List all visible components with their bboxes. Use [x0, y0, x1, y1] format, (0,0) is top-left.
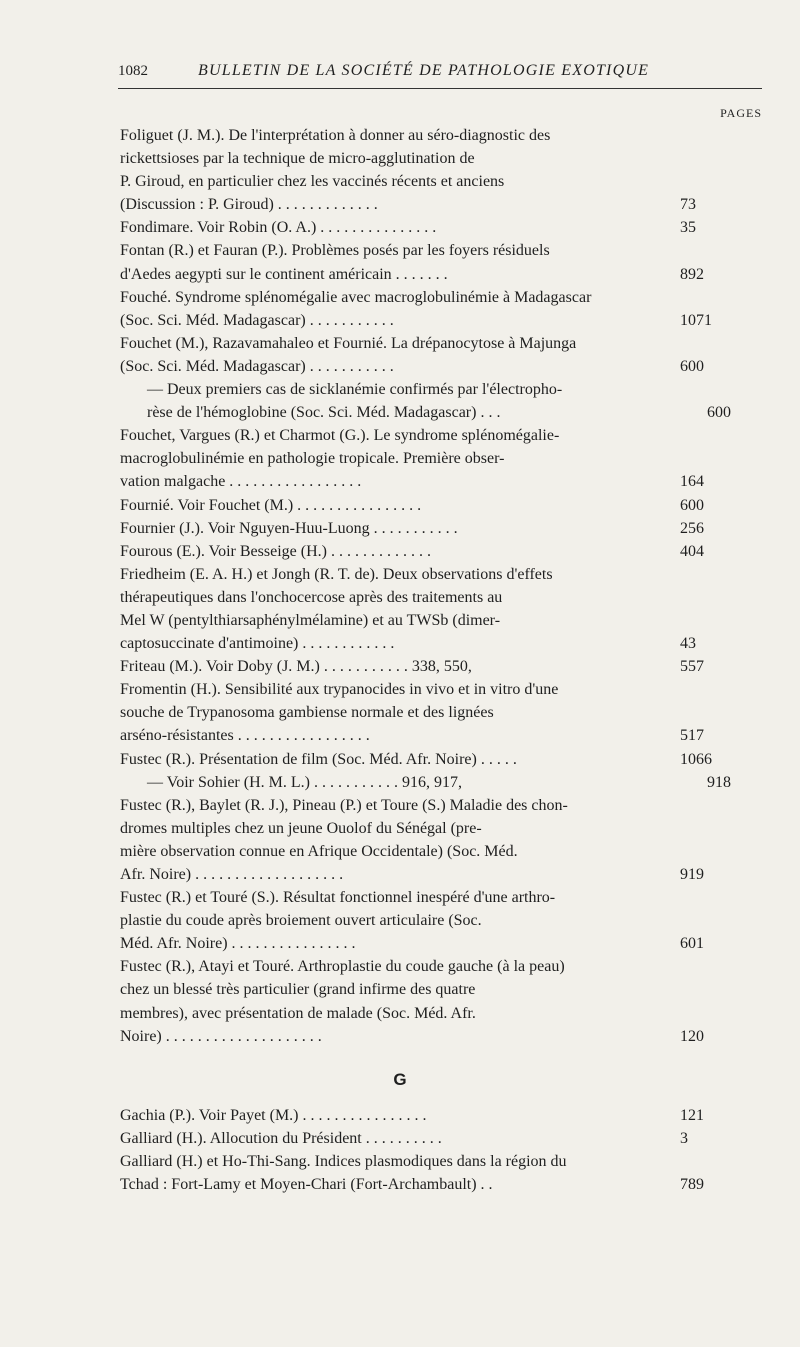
index-entry: — Deux premiers cas de sicklanémie confirmés par l'électropho- rèse de l'hémoglobine (Soc. Sci. Méd. Madagascar) . . . 600 [120, 378, 765, 424]
entry-line: mière observation connue en Afrique Occidentale) (Soc. Méd. [120, 842, 518, 860]
entry-line: P. Giroud, en particulier chez les vaccinés récents et anciens [120, 173, 505, 191]
running-head [118, 60, 762, 89]
entry-line: Gachia (P.). Voir Payet (M.) . . . . . . . . . . . . . . . . [120, 1107, 427, 1124]
entry-line: Fustec (R.). Présentation de film (Soc. Méd. Afr. Noire) . . . . . [120, 750, 517, 768]
index-entries-g [120, 1104, 765, 1196]
index-entry: Friteau (M.). Voir Doby (J. M.) . . . . . . . . . . . 338, 550, 557 [120, 655, 765, 678]
entry-line: chez un blessé très particulier (grand infirme des quatre [120, 981, 476, 999]
index-entry: Foliguet (J. M.). De l'interprétation à donner au séro-diagnostic des rickettsioses par la technique de micro-agglutination de P. Giroud, en particulier chez les vaccinés récents et anciens (Discussion : P. Giroud) . . . . . . . . . . . . . 73 [120, 124, 765, 216]
entry-line: dromes multiples chez un jeune Ouolof du Sénégal (pre- [120, 819, 482, 837]
index-entry: Fustec (R.). Présentation de film (Soc. Méd. Afr. Noire) . . . . . 1066 [120, 748, 765, 771]
index-entry: Fouché. Syndrome splénomégalie avec macroglobulinémie à Madagascar (Soc. Sci. Méd. Madagascar) . . . . . . . . . . . 1071 [120, 286, 765, 332]
index-entry: Gachia (P.). Voir Payet (M.) . . . . . . . . . . . . . . . . 121 [120, 1104, 765, 1127]
entry-line: Afr. Noire) . . . . . . . . . . . . . . . . . . . [120, 866, 344, 883]
index-entry: Fourous (E.). Voir Besseige (H.) . . . . . . . . . . . . . 404 [120, 540, 765, 563]
entry-line: membres), avec présentation de malade (Soc. Méd. Afr. [120, 1004, 476, 1022]
entry-line: Fustec (R.), Atayi et Touré. Arthroplastie du coude gauche (à la peau) [120, 958, 565, 976]
entry-line: Méd. Afr. Noire) . . . . . . . . . . . . . . . . [120, 935, 356, 953]
index-entry: Galliard (H.). Allocution du Président . . . . . . . . . . 3 [120, 1127, 765, 1150]
entry-line: Fontan (R.) et Fauran (P.). Problèmes posés par les foyers résiduels [120, 242, 550, 260]
entry-line: Friteau (M.). Voir Doby (J. M.) . . . . . . . . . . . 338, 550, [120, 658, 472, 676]
index-entry: Fouchet (M.), Razavamahaleo et Fournié. La drépanocytose à Majunga (Soc. Sci. Méd. Madagascar) . . . . . . . . . . . 600 [120, 332, 765, 378]
pages-column-label: PAGES [720, 106, 762, 120]
index-entry: Fustec (R.), Baylet (R. J.), Pineau (P.) et Toure (S.) Maladie des chon- dromes multiples chez un jeune Ouolof du Sénégal (pre- mière observation connue en Afrique Occidentale) (Soc. Méd. Afr. Noire) . . . . . . . . . . . . . . . . . . . 919 [120, 794, 765, 886]
entry-line: Fournié. Voir Fouchet (M.) . . . . . . . . . . . . . . . . [120, 496, 422, 514]
entry-line: Noire) . . . . . . . . . . . . . . . . . . . . [120, 1027, 322, 1045]
entry-line: souche de Trypanosoma gambiense normale et des lignées [120, 704, 494, 722]
entry-line: Friedheim (E. A. H.) et Jongh (R. T. de). Deux observations d'effets [120, 565, 553, 583]
index-entry: Fontan (R.) et Fauran (P.). Problèmes posés par les foyers résiduels d'Aedes aegypti sur le continent américain . . . . . . . 892 [120, 239, 765, 285]
entry-line: (Soc. Sci. Méd. Madagascar) . . . . . . . . . . . [120, 357, 394, 375]
entry-line: (Soc. Sci. Méd. Madagascar) . . . . . . . . . . . [120, 311, 394, 329]
entry-line: (Discussion : P. Giroud) . . . . . . . . . . . . . [120, 196, 378, 214]
index-entries-f [120, 124, 765, 1048]
entry-line: rickettsioses par la technique de micro-agglutination de [120, 150, 475, 168]
entry-line: Galliard (H.). Allocution du Président . . . . . . . . . . [120, 1130, 442, 1148]
entry-line: thérapeutiques dans l'onchocercose après des traitements au [120, 588, 503, 606]
entry-line: Fournier (J.). Voir Nguyen-Huu-Luong . . . . . . . . . . . [120, 519, 458, 537]
entry-line: Fouchet, Vargues (R.) et Charmot (G.). Le syndrome splénomégalie- [120, 427, 560, 445]
entry-line: captosuccinate d'antimoine) . . . . . . . . . . . . [120, 635, 395, 653]
entry-line: Fouché. Syndrome splénomégalie avec macroglobulinémie à Madagascar [120, 288, 592, 306]
entry-line: Fondimare. Voir Robin (O. A.) . . . . . . . . . . . . . . . [120, 219, 437, 237]
entry-line: Fromentin (H.). Sensibilité aux trypanocides in vivo et in vitro d'une [120, 681, 559, 699]
entry-line: Galliard (H.) et Ho-Thi-Sang. Indices plasmodiques dans la région du [120, 1153, 567, 1171]
entry-line: d'Aedes aegypti sur le continent américain . . . . . . . [120, 265, 448, 283]
index-entry: Fondimare. Voir Robin (O. A.) . . . . . . . . . . . . . . . 35 [120, 216, 765, 239]
journal-title: BULLETIN DE LA SOCIÉTÉ DE PATHOLOGIE EXOTIQUE [198, 62, 650, 79]
section-letter: G [393, 1070, 407, 1089]
index-entry: Galliard (H.) et Ho-Thi-Sang. Indices plasmodiques dans la région du Tchad : Fort-Lamy et Moyen-Chari (Fort-Archambault) . . 789 [120, 1150, 765, 1196]
entry-line: Fouchet (M.), Razavamahaleo et Fournié. La drépanocytose à Majunga [120, 334, 577, 352]
index-entry: Fromentin (H.). Sensibilité aux trypanocides in vivo et in vitro d'une souche de Trypanosoma gambiense normale et des lignées arséno-résistantes . . . . . . . . . . . . . . . . . 517 [120, 678, 765, 747]
index-entry: Friedheim (E. A. H.) et Jongh (R. T. de). Deux observations d'effets thérapeutiques dans l'onchocercose après des traitements au Mel W (pentylthiarsaphénylmélamine) et au TWSb (dimer- captosuccinate d'antimoine) . . . . . . . . . . . . 43 [120, 563, 765, 655]
entry-line: Fustec (R.), Baylet (R. J.), Pineau (P.) et Toure (S.) Maladie des chon- [120, 796, 568, 814]
entry-line: arséno-résistantes . . . . . . . . . . . . . . . . . [120, 727, 370, 745]
entry-line: Tchad : Fort-Lamy et Moyen-Chari (Fort-Archambault) . . [120, 1176, 493, 1194]
index-entry: Fournier (J.). Voir Nguyen-Huu-Luong . . . . . . . . . . . 256 [120, 517, 765, 540]
index-entry: Fustec (R.) et Touré (S.). Résultat fonctionnel inespéré d'une arthro- plastie du coude après broiement ouvert articulaire (Soc. Méd. Afr. Noire) . . . . . . . . . . . . . . . . 601 [120, 886, 765, 955]
entry-line: Fourous (E.). Voir Besseige (H.) . . . . . . . . . . . . . [120, 542, 431, 560]
entry-line: vation malgache . . . . . . . . . . . . . . . . . [120, 473, 362, 491]
index-entry: Fustec (R.), Atayi et Touré. Arthroplastie du coude gauche (à la peau) chez un blessé très particulier (grand infirme des quatre membres), avec présentation de malade (Soc. Méd. Afr. Noire) . . . . . . . . . . . . . . . . . . . . 120 [120, 955, 765, 1047]
entry-line: plastie du coude après broiement ouvert articulaire (Soc. [120, 912, 482, 930]
entry-line: Mel W (pentylthiarsaphénylmélamine) et au TWSb (dimer- [120, 611, 501, 629]
entry-line: Foliguet (J. M.). De l'interprétation à donner au séro-diagnostic des [120, 127, 551, 144]
index-entry: Fournié. Voir Fouchet (M.) . . . . . . . . . . . . . . . . 600 [120, 494, 765, 517]
entry-line: — Deux premiers cas de sicklanémie confirmés par l'électropho- [147, 381, 563, 399]
index-entry: — Voir Sohier (H. M. L.) . . . . . . . . . . . 916, 917, 918 [120, 771, 765, 794]
entry-line: rèse de l'hémoglobine (Soc. Sci. Méd. Madagascar) . . . [147, 404, 501, 422]
entry-line: macroglobulinémie en pathologie tropicale. Première obser- [120, 450, 505, 468]
entry-line: Fustec (R.) et Touré (S.). Résultat fonctionnel inespéré d'une arthro- [120, 889, 556, 907]
page-number: 1082 [118, 63, 148, 79]
entry-line: — Voir Sohier (H. M. L.) . . . . . . . . . . . 916, 917, [147, 773, 462, 791]
index-entry: Fouchet, Vargues (R.) et Charmot (G.). Le syndrome splénomégalie- macroglobulinémie en pathologie tropicale. Première obser- vation malgache . . . . . . . . . . . . . . . . . 164 [120, 424, 765, 493]
